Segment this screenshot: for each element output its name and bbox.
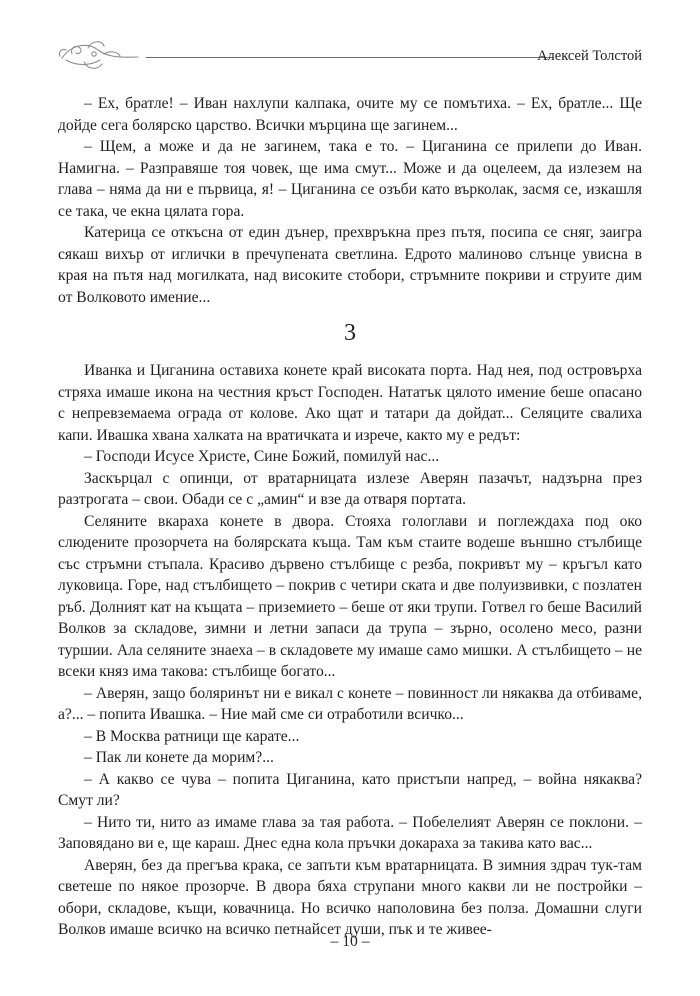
- text-block-top: [58, 93, 642, 308]
- chapter-number: 3: [344, 320, 356, 346]
- paragraph: – Щем, а може и да не загинем, така е то. – Циганина се прилепи до Иван. Намигна. – Разправяше тоя човек, ще има смут... Може и да оцелеем, да излезем на глава – няма да ни е първица, я! – Циганина се озъби като върколак, засмя се, изкашля се така, че екна цялата гора.: [58, 138, 642, 220]
- paragraph: Катерица се откъсна от един дънер, прехвръкна през пътя, посипа се сняг, заигра сякаш вихър от иглички в пречупената светлина. Едрото малиново слънце увисна в края на пътя над могилката, над високите стобори, стръмните покриви и струите дим от Волковото имение...: [58, 224, 642, 306]
- paragraph: Селяните вкараха конете в двора. Стояха гологлави и поглеждаха под око слюдените прозорчета на болярската къща. Там към стаите водеше външно стълбище със стръмни стъпала. Красиво дървено стълбище с резба, покривът му – кръгъл като луковица. Горе, над стълбището – покрив с четири ската и две полуизвивки, с позлатен ръб. Долният кат на къщата – приземието – беше от яки трупи. Готвел го беше Василий Волков за складове, зимни и летни запаси да трупа – зърно, осолено месо, разни туршии. Ала селяните знаеха – в складовете му имаше само мишки. А стълбището – не всеки княз има такова: стълбище богато...: [58, 512, 642, 680]
- running-header-author: Алексей Толстой: [537, 48, 642, 64]
- paragraph: – Аверян, защо боляринът ни е викал с конете – повинност ли някаква да отбиваме, а?... – попита Ивашка. – Ние май сме си отработили всичко...: [58, 684, 642, 723]
- page-number: – 10 –: [330, 933, 370, 950]
- paragraph: Заскърцал с опинци, от вратарницата излезе Аверян пазачът, надзърна през разтрогата – свои. Обади се с „амин“ и взе да отваря портата.: [58, 469, 642, 508]
- paragraph: – Ех, братле! – Иван нахлупи калпака, очите му се помътиха. – Ех, братле... Ще дойде сега болярско царство. Всички мърцина ще загинем...: [58, 95, 642, 134]
- paragraph: – В Москва ратници ще карате...: [84, 727, 300, 745]
- paragraph: Аверян, без да прегъва крака, се запъти към вратарницата. В зимния здрач тук-там светеше по някое прозорче. В двора бяха струпани много какви ли не постройки – обори, складове, къщи, ковачница. Но всичко наполовина без полза. Домашни слуги Волков имаше всичко на всичко петнайсет души, пък и те живее-: [58, 856, 642, 938]
- floral-flourish-icon: [58, 36, 140, 76]
- paragraph: Иванка и Циганина оставиха конете край високата порта. Над нея, под островърха стряха имаше икона на честния кръст Господен. Нататък цялото имение беше опасано с непревземаема ограда от колове. Ако щат и татари да дойдат... Селяците свалиха капи. Ивашка хвана халката на вратичката и изрече, както му е редът:: [58, 362, 642, 444]
- paragraph: – Нито ти, нито аз имаме глава за тая работа. – Побелелият Аверян се поклони. – Заповядано ви е, ще караш. Днес една кола пръчки докараха за такива като вас...: [58, 813, 642, 852]
- paragraph: – А какво се чува – попита Циганина, като пристъпи напред, – война някаква? Смут ли?: [58, 770, 642, 809]
- header-rule: [146, 57, 554, 58]
- paragraph: – Господи Исусе Христе, Сине Божий, помилуй нас...: [84, 448, 440, 465]
- running-header: [58, 36, 642, 76]
- text-block-chapter: [58, 360, 642, 941]
- paragraph: – Пак ли конете да морим?...: [84, 749, 274, 766]
